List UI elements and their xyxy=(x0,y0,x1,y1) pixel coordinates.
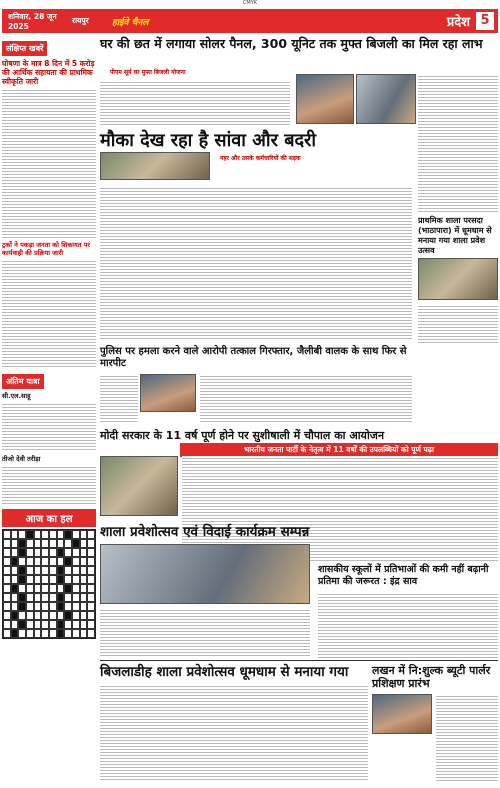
crossword-cell xyxy=(49,584,57,593)
crossword-cell xyxy=(11,611,19,620)
crossword-cell xyxy=(64,584,72,593)
crossword-cell xyxy=(26,557,34,566)
crossword-cell xyxy=(87,620,95,629)
crossword-cell xyxy=(26,611,34,620)
crossword-cell xyxy=(87,530,95,539)
crossword-cell xyxy=(11,629,19,638)
brief-news-1-body xyxy=(2,88,96,238)
issue-date: शनिवार, 28 जून 2025 xyxy=(8,11,57,31)
story9-headline: लखन में नि:शुल्क ब्यूटी पार्लर प्रशिक्षण प्रारंभ xyxy=(372,664,491,690)
page-number: 5 xyxy=(476,12,494,30)
crossword-cell xyxy=(80,584,88,593)
crossword-cell xyxy=(64,629,72,638)
crossword-cell xyxy=(18,566,26,575)
crossword-cell xyxy=(41,620,49,629)
crossword-cell xyxy=(34,557,42,566)
crossword-cell xyxy=(11,584,19,593)
crossword-cell xyxy=(26,584,34,593)
crossword-cell xyxy=(72,575,80,584)
brief-news-heading: संक्षिप्त खबरें xyxy=(2,41,47,56)
crossword-cell xyxy=(80,566,88,575)
masthead xyxy=(2,9,498,33)
crossword-cell xyxy=(11,602,19,611)
crossword-cell xyxy=(87,539,95,548)
left-column xyxy=(2,36,96,784)
crossword-cell xyxy=(87,611,95,620)
crossword-cell xyxy=(41,584,49,593)
brief-news-1-title: घोषणा के मात्र 8 दिन में 5 करोड़ की आर्थिक सहायता की प्राथमिक स्वीकृति जारी xyxy=(2,59,95,86)
lead-body-2 xyxy=(418,74,498,214)
crossword-cell xyxy=(87,593,95,602)
crossword-cell xyxy=(18,530,26,539)
crossword-cell xyxy=(49,620,57,629)
crossword-cell xyxy=(3,539,11,548)
crossword-cell xyxy=(41,548,49,557)
crossword-cell xyxy=(80,602,88,611)
crossword-cell xyxy=(26,629,34,638)
print-mark: CMYK xyxy=(242,0,258,6)
story4-headline: पुलिस पर हमला करने वाले आरोपी तत्काल गिरफ्तार, जैलीबी वालक के साथ फिर से मारपीट xyxy=(100,346,407,369)
crossword-cell xyxy=(72,593,80,602)
crossword-cell xyxy=(49,530,57,539)
crossword-cell xyxy=(57,620,65,629)
crossword-cell xyxy=(18,539,26,548)
crossword-cell xyxy=(34,548,42,557)
crossword-cell xyxy=(26,539,34,548)
crossword-cell xyxy=(3,575,11,584)
story4-body-1 xyxy=(100,374,138,424)
story9-photo xyxy=(372,694,432,734)
lead-photo-solar xyxy=(356,74,416,124)
crossword-cell xyxy=(80,611,88,620)
crossword-cell xyxy=(26,548,34,557)
story3-headline: प्राथमिक शाला परसदा (भाठापारा) में धूमधाम से मनाया गया शाला प्रवेश उत्सव xyxy=(418,216,492,255)
crossword-cell xyxy=(64,611,72,620)
crossword-cell xyxy=(72,584,80,593)
crossword-cell xyxy=(64,620,72,629)
crossword-cell xyxy=(34,620,42,629)
story7-body xyxy=(318,592,498,662)
story2-subheading: नहर और उसके कर्मचारियों की सड़क xyxy=(220,155,301,162)
crossword-cell xyxy=(11,575,19,584)
crossword-cell xyxy=(72,548,80,557)
main-area xyxy=(100,36,498,784)
crossword-cell xyxy=(80,593,88,602)
crossword-cell xyxy=(87,566,95,575)
crossword-cell xyxy=(87,629,95,638)
lead-subheading: पीएम सूर्य घर मुफ्त बिजली योजना xyxy=(110,69,186,76)
crossword-cell xyxy=(49,539,57,548)
crossword-cell xyxy=(3,620,11,629)
crossword-cell xyxy=(11,530,19,539)
crossword-cell xyxy=(41,530,49,539)
crossword-cell xyxy=(49,548,57,557)
crossword-cell xyxy=(57,566,65,575)
crossword-cell xyxy=(57,575,65,584)
story7-headline: शासकीय स्कूलों में प्रतिभाओं की कमी नहीं बढ़ानी प्रतिमा की जरूरत : इंद्र साव xyxy=(318,564,489,587)
crossword-cell xyxy=(72,539,80,548)
crossword-cell xyxy=(34,539,42,548)
crossword-cell xyxy=(3,629,11,638)
crossword-cell xyxy=(87,584,95,593)
story4-photo xyxy=(140,374,196,412)
crossword-cell xyxy=(26,620,34,629)
crossword-cell xyxy=(80,620,88,629)
crossword-cell xyxy=(18,557,26,566)
story2-photo xyxy=(100,152,210,180)
crossword-cell xyxy=(80,629,88,638)
crossword-cell xyxy=(18,602,26,611)
crossword-cell xyxy=(26,593,34,602)
crossword-cell xyxy=(3,602,11,611)
crossword-cell xyxy=(57,548,65,557)
crossword-cell xyxy=(72,629,80,638)
obituary-name: सी.एल.साहू xyxy=(2,392,31,400)
crossword-cell xyxy=(72,557,80,566)
brief-news-2-body xyxy=(2,259,96,369)
crossword-cell xyxy=(72,566,80,575)
crossword-cell xyxy=(64,593,72,602)
crossword-cell xyxy=(57,593,65,602)
story6-photo xyxy=(100,544,310,604)
crossword-cell xyxy=(72,620,80,629)
story5-photo xyxy=(100,456,178,516)
crossword-cell xyxy=(34,566,42,575)
crossword-cell xyxy=(57,584,65,593)
crossword-cell xyxy=(3,530,11,539)
crossword-cell xyxy=(87,548,95,557)
crossword-cell xyxy=(3,593,11,602)
crossword-cell xyxy=(80,575,88,584)
crossword-cell xyxy=(11,620,19,629)
crossword-cell xyxy=(26,575,34,584)
crossword-cell xyxy=(3,557,11,566)
crossword-cell xyxy=(18,629,26,638)
crossword-cell xyxy=(34,593,42,602)
lead-headline: घर की छत में लगाया सोलर पैनल, 300 यूनिट तक मुफ्त बिजली का मिल रहा लाभ xyxy=(100,36,483,51)
crossword-cell xyxy=(80,539,88,548)
crossword-cell xyxy=(49,557,57,566)
crossword-cell xyxy=(11,548,19,557)
story4-body-2 xyxy=(200,374,412,424)
crossword-cell xyxy=(41,593,49,602)
crossword-cell xyxy=(18,593,26,602)
crossword-cell xyxy=(41,611,49,620)
crossword-cell xyxy=(11,593,19,602)
crossword-cell xyxy=(18,548,26,557)
crossword-cell xyxy=(34,629,42,638)
story5-subheading: भारतीय जनता पार्टी के नेतृत्व में 11 वर्षों की उपलब्धियों को पूर्ण पढ़ा xyxy=(180,443,498,457)
story3-body xyxy=(418,304,498,344)
crossword-cell xyxy=(26,530,34,539)
puzzle-heading: आज का हल xyxy=(2,509,96,527)
crossword-cell xyxy=(41,566,49,575)
crossword-cell xyxy=(64,557,72,566)
crossword-cell xyxy=(57,629,65,638)
lead-body-1 xyxy=(100,80,290,125)
crossword-cell xyxy=(18,584,26,593)
crossword-cell xyxy=(41,575,49,584)
crossword-cell xyxy=(26,602,34,611)
crossword-cell xyxy=(49,629,57,638)
story8-body xyxy=(100,684,368,782)
crossword-cell xyxy=(34,602,42,611)
crossword-cell xyxy=(41,602,49,611)
crossword-cell xyxy=(87,602,95,611)
story2-headline: मौका देख रहा है सांवा और बदरी xyxy=(100,130,317,151)
crossword-cell xyxy=(34,584,42,593)
crossword-cell xyxy=(18,611,26,620)
crossword-cell xyxy=(57,602,65,611)
story8-headline: बिजलाडीह शाला प्रवेशोत्सव धूमधाम से मनाया गया xyxy=(100,664,349,680)
crossword-cell xyxy=(64,575,72,584)
story6-body xyxy=(100,608,310,656)
crossword-cell xyxy=(3,548,11,557)
crossword-cell xyxy=(87,575,95,584)
crossword-cell xyxy=(72,611,80,620)
crossword-cell xyxy=(80,548,88,557)
crossword-cell xyxy=(87,557,95,566)
crossword-cell xyxy=(57,539,65,548)
crossword-cell xyxy=(49,566,57,575)
crossword-cell xyxy=(49,593,57,602)
crossword-cell xyxy=(34,575,42,584)
crossword-cell xyxy=(80,557,88,566)
crossword-cell xyxy=(34,611,42,620)
crossword-cell xyxy=(11,566,19,575)
story9-body xyxy=(436,694,498,782)
city-label: रायपुर xyxy=(72,16,89,25)
crossword-cell xyxy=(64,530,72,539)
crossword-cell xyxy=(57,530,65,539)
section-name: प्रदेश xyxy=(446,15,470,30)
story5-headline: मोदी सरकार के 11 वर्ष पूर्ण होने पर सुशीषाली में चौपाल का आयोजन xyxy=(100,429,385,442)
crossword-cell xyxy=(11,539,19,548)
lead-photo-woman xyxy=(296,74,354,124)
crossword-cell xyxy=(41,629,49,638)
crossword-cell xyxy=(57,557,65,566)
crossword-cell xyxy=(72,602,80,611)
crossword-cell xyxy=(49,575,57,584)
obituary-heading: अंतिम यात्रा xyxy=(2,374,44,389)
crossword-cell xyxy=(57,611,65,620)
obituary-2-name: तीजो देवी तरीड़ा xyxy=(2,455,41,463)
brief-news-2-title: ट्रकों ने पकड़ा जनता को शिकायत पर कार्यवाही की प्रक्रिया जारी xyxy=(2,241,91,257)
story6-headline: शाला प्रवेशोत्सव एवं विदाई कार्यक्रम सम्पन्न xyxy=(100,524,310,540)
crossword-cell xyxy=(64,548,72,557)
crossword-grid xyxy=(2,529,96,639)
story2-body xyxy=(100,186,412,341)
crossword-cell xyxy=(49,602,57,611)
crossword-cell xyxy=(64,539,72,548)
story3-photo xyxy=(418,258,498,300)
obituary-body xyxy=(2,402,96,452)
crossword-cell xyxy=(18,575,26,584)
crossword-cell xyxy=(49,611,57,620)
crossword-cell xyxy=(64,566,72,575)
brand-name: हाईवे चैनल xyxy=(112,17,149,28)
divider-rule xyxy=(100,660,498,661)
crossword-cell xyxy=(18,620,26,629)
crossword-cell xyxy=(3,566,11,575)
crossword-cell xyxy=(26,566,34,575)
obituary-2-body xyxy=(2,465,96,505)
crossword-cell xyxy=(64,602,72,611)
crossword-cell xyxy=(72,530,80,539)
crossword-cell xyxy=(11,557,19,566)
crossword-cell xyxy=(34,530,42,539)
crossword-cell xyxy=(41,557,49,566)
crossword-cell xyxy=(3,611,11,620)
crossword-cell xyxy=(80,530,88,539)
crossword-cell xyxy=(41,539,49,548)
crossword-cell xyxy=(3,584,11,593)
